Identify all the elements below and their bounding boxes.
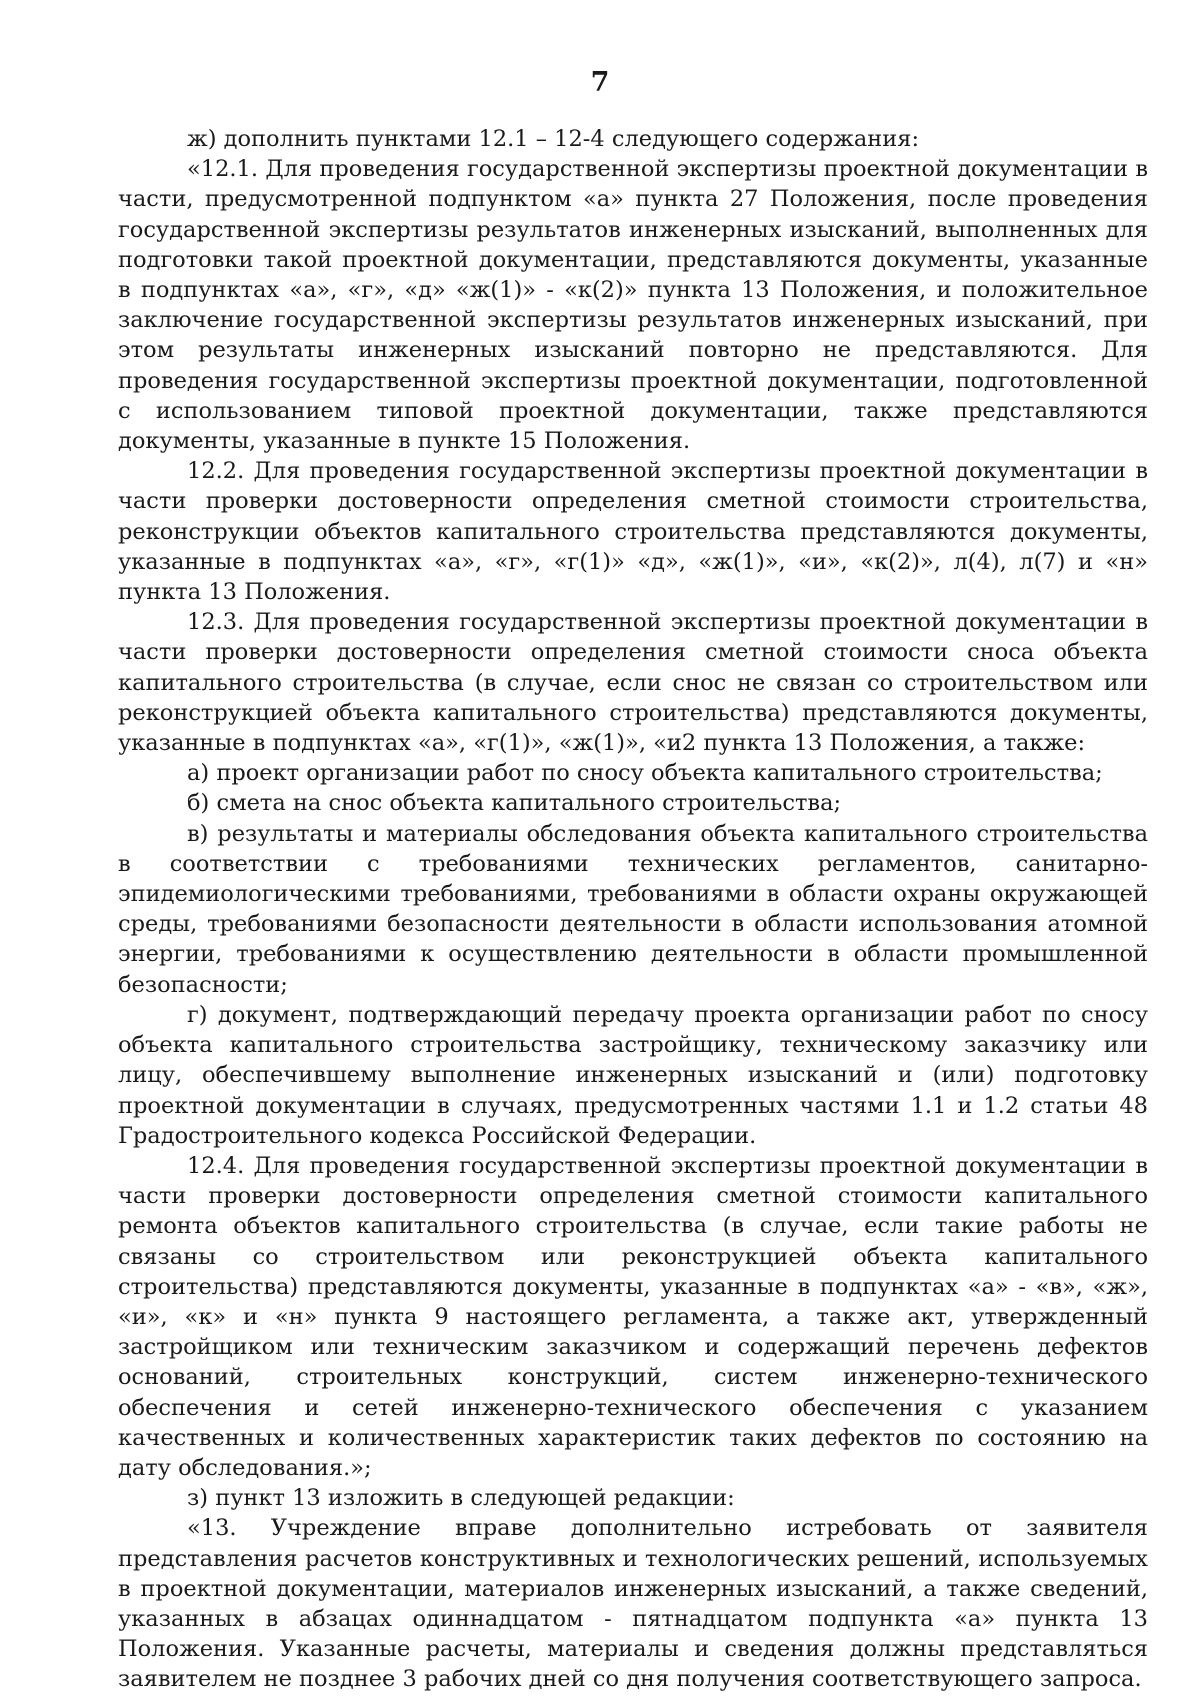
paragraph: 12.4. Для проведения государственной экспертизы проектной документации в части проверки достоверности определения сметной стоимости капитального ремонта объектов капитального строительства (в случае, если такие работы не связаны со строительством или реконструкцией объекта капитального строительства) представляются документы, указанные в подпунктах «а» - «в», «ж», «и», «к» и «н» пункта 9 настоящего регламента, а также акт, утвержденный застройщиком или техническим заказчиком и содержащий перечень дефектов оснований, строительных конструкций, систем инженерно-технического обеспечения и сетей инженерно-технического обеспечения с указанием качественных и количественных характеристик таких дефектов по состоянию на дату обследования.»;: [118, 1152, 1148, 1481]
paragraph: ж) дополнить пунктами 12.1 – 12-4 следующего содержания:: [187, 126, 920, 152]
paragraph: а) проект организации работ по сносу объекта капитального строительства;: [187, 760, 1103, 787]
paragraph: 12.2. Для проведения государственной экспертизы проектной документации в части проверки достоверности определения сметной стоимости строительства, реконструкции объектов капитального строительства представляются документы, указанные в подпунктах «а», «г», «г(1)» «д», «ж(1)», «и», «к(2)», л(4), л(7) и «н» пункта 13 Положения.: [118, 458, 1148, 606]
paragraph: 12.3. Для проведения государственной экспертизы проектной документации в части проверки достоверности определения сметной стоимости сноса объекта капитального строительства (в случае, если снос не связан со строительством или реконструкцией объекта капитального строительства) представляются документы, указанные в подпунктах «а», «г(1)», «ж(1)», «и2 пункта 13 Положения, а также:: [118, 609, 1148, 757]
paragraph: «12.1. Для проведения государственной экспертизы проектной документации в части, предусмотренной подпунктом «а» пункта 27 Положения, после проведения государственной экспертизы результатов инженерных изысканий, выполненных для подготовки такой проектной документации, представляются документы, указанные в подпунктах «а», «г», «д» «ж(1)» - «к(2)» пункта 13 Положения, и положительное заключение государственной экспертизы результатов инженерных изысканий, при этом результаты инженерных изысканий повторно не представляются. Для проведения государственной экспертизы проектной документации, подготовленной с использованием типовой проектной документации, также представляются документы, указанные в пункте 15 Положения.: [118, 156, 1148, 455]
document-body: [118, 124, 1148, 1695]
paragraph: г) документ, подтверждающий передачу проекта организации работ по сносу объекта капитального строительства застройщику, техническому заказчику или лицу, обеспечившему выполнение инженерных изысканий и (или) подготовку проектной документации в случаях, предусмотренных частями 1.1 и 1.2 статьи 48 Градостроительного кодекса Российской Федерации.: [118, 1001, 1148, 1149]
paragraph: з) пункт 13 изложить в следующей редакции:: [187, 1485, 735, 1512]
paragraph: «13. Учреждение вправе дополнительно истребовать от заявителя представления расчетов конструктивных и технологических решений, используемых в проектной документации, материалов инженерных изысканий, а также сведений, указанных в абзацах одиннадцатом - пятнадцатом подпункта «а» пункта 13 Положения. Указанные расчеты, материалы и сведения должны представляться заявителем не позднее 3 рабочих дней со дня получения соответствующего запроса.: [118, 1515, 1148, 1693]
paragraph: в) результаты и материалы обследования объекта капитального строительства в соответствии с требованиями технических регламентов, санитарно-эпидемиологическими требованиями, требованиями в области охраны окружающей среды, требованиями безопасности деятельности в области использования атомной энергии, требованиями к осуществлению деятельности в области промышленной безопасности;: [118, 820, 1148, 998]
page-number: 7: [590, 67, 610, 98]
paragraph: б) смета на снос объекта капитального строительства;: [187, 790, 842, 817]
